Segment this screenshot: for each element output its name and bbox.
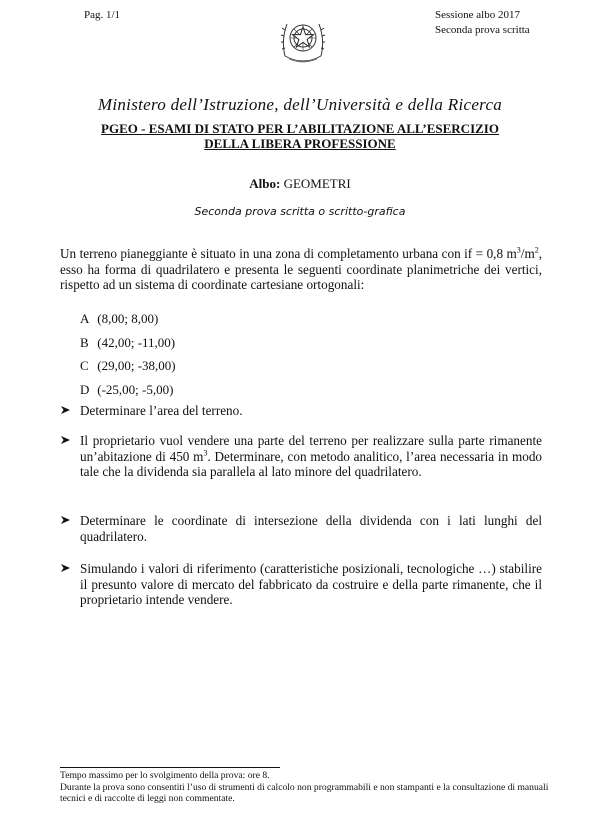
task-text: Determinare l’area del terreno. [80, 403, 243, 418]
vertex-label: A [80, 311, 90, 326]
albo-label: Albo: [249, 176, 281, 191]
task-text [80, 433, 542, 480]
vertex-coords: (8,00; 8,00) [97, 311, 159, 326]
footer-rules: Durante la prova sono consentiti l’uso di strumenti di calcolo non programmabili e non stampanti e la consultazione di manuali tecnici e di raccolte di leggi non commentate. [60, 781, 549, 804]
exam-title [60, 121, 540, 151]
vertex-item [80, 378, 176, 402]
task-sup: 3 [203, 448, 208, 458]
vertex-label: C [80, 358, 89, 373]
intro-paragraph [60, 246, 542, 293]
session-test: Seconda prova scritta [435, 24, 530, 36]
arrow-bullet-icon [60, 561, 72, 579]
italian-republic-emblem-icon [279, 10, 327, 68]
vertex-item [80, 354, 176, 378]
session-year: Sessione albo 2017 [435, 9, 520, 21]
task-text-a: Il proprietario vuol vendere una parte del terreno per realizzare sulla parte rimanente un’abitazione di 450 m [80, 433, 542, 464]
task-item [60, 513, 542, 544]
session-info [435, 8, 530, 38]
vertex-coords: (29,00; -38,00) [97, 358, 176, 373]
albo-line [0, 176, 600, 192]
vertex-item [80, 307, 176, 331]
task-text: Determinare le coordinate di intersezione della dividenda con i lati lunghi del quadrilatero. [80, 513, 542, 544]
vertex-coords: (-25,00; -5,00) [97, 381, 174, 397]
footer-time-limit: Tempo massimo per lo svolgimento della prova: ore 8. [60, 770, 270, 781]
exam-title-line1: PGEO - ESAMI DI STATO PER L’ABILITAZIONE ALL’ESERCIZIO [101, 121, 499, 136]
arrow-bullet-icon [60, 403, 72, 421]
task-item [60, 403, 542, 419]
vertex-label: B [80, 334, 89, 350]
task-text: Simulando i valori di riferimento (caratteristiche posizionali, tecnologiche …) stabilire il presunto valore di mercato del fabbricato da costruire e della parte rimanente, che il proprietario intende vendere. [80, 561, 542, 607]
task-text-b: . Determinare, con metodo analitico, l’area necessaria in modo tale che la dividenda sia parallela al lato minore del quadrilatero. [80, 448, 543, 479]
intro-text-3: , esso ha forma di quadrilatero e presenta le seguenti coordinate planimetriche dei vertici, rispetto ad un sistema di coordinate cartesiane ortogonali: [60, 246, 542, 292]
albo-value: GEOMETRI [283, 176, 351, 191]
footer-notes [60, 770, 560, 805]
vertex-coords: (42,00; -11,00) [97, 334, 176, 350]
exam-title-line2: DELLA LIBERA PROFESSIONE [204, 136, 396, 151]
intro-text-2: /m [520, 246, 535, 261]
vertex-item [80, 331, 176, 355]
ministry-heading: Ministero dell’Istruzione, dell’Università e della Ricerca [97, 95, 503, 114]
intro-sup-1: 3 [516, 245, 521, 255]
page-number: Pag. 1/1 [84, 9, 121, 21]
arrow-bullet-icon [60, 513, 72, 531]
arrow-bullet-icon [60, 433, 72, 451]
intro-sup-2: 2 [534, 245, 539, 255]
test-subtitle: Seconda prova scritta o scritto-grafica [194, 205, 406, 218]
task-item [60, 433, 542, 480]
vertex-list [80, 307, 176, 401]
intro-text-1: Un terreno pianeggiante è situato in una zona di completamento urbana con if = 0,8 m [60, 246, 517, 261]
footer-divider [60, 767, 280, 768]
task-item [60, 561, 542, 608]
vertex-label: D [80, 381, 90, 397]
